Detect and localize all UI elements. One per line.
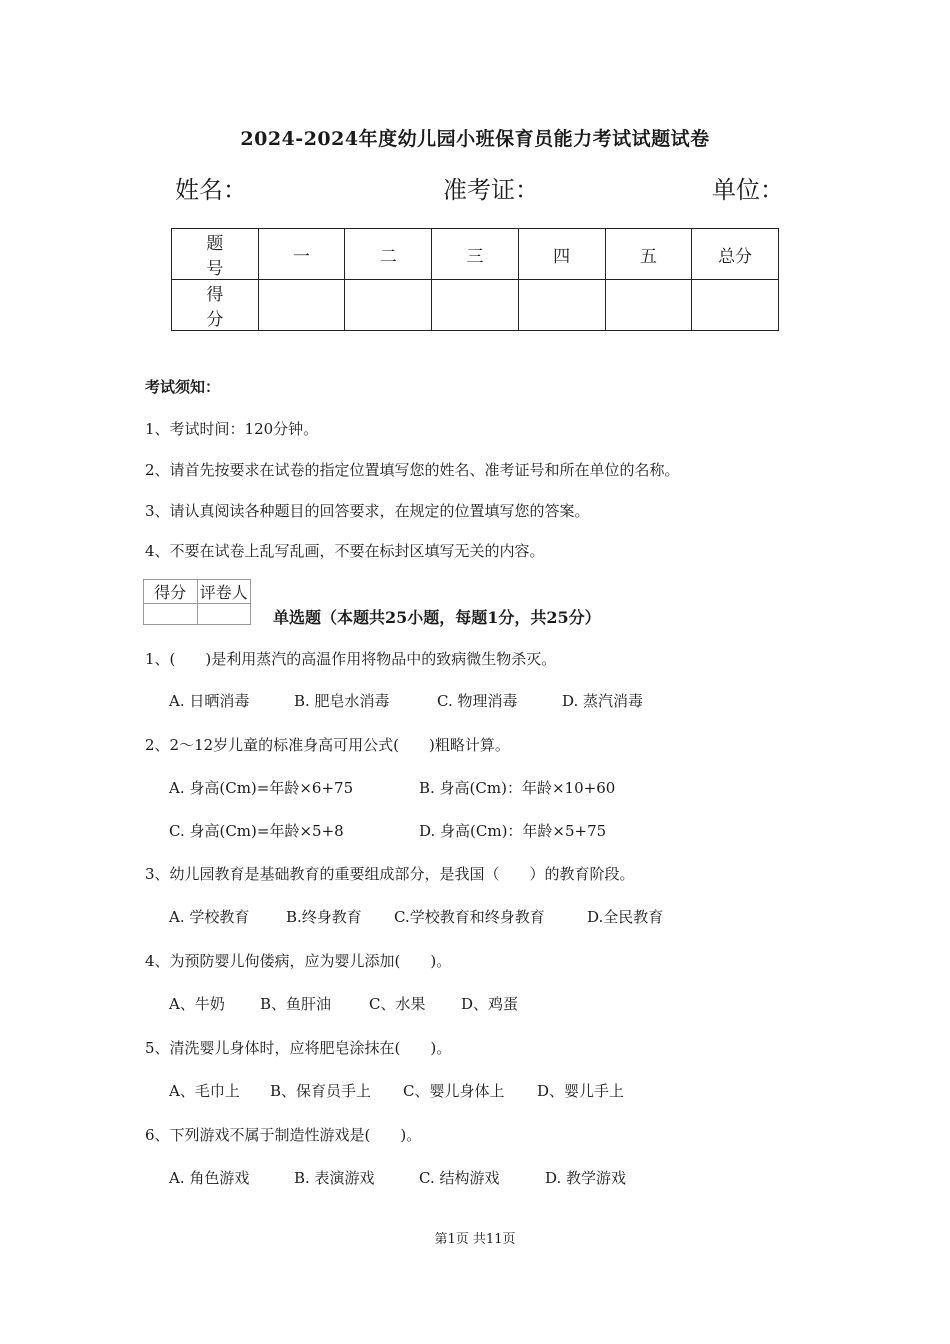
score-cell[interactable]: [432, 280, 519, 331]
question-option: B. 表演游戏: [294, 1169, 375, 1187]
question-option: D、婴儿手上: [537, 1082, 625, 1100]
question-option: A. 身高(Cm)=年龄×6+75: [169, 779, 354, 797]
score-table-header-label: 题 号: [172, 229, 259, 280]
section-title: 单选题（本题共25小题，每题1分，共25分）: [273, 608, 601, 627]
question-option: B、鱼肝油: [260, 995, 332, 1013]
question-option: D. 身高(Cm)：年龄×5+75: [419, 822, 607, 840]
question-option: D. 教学游戏: [545, 1169, 627, 1187]
score-cell[interactable]: [605, 280, 692, 331]
question-stem: 2、2～12岁儿童的标准身高可用公式( )粗略计算。: [145, 736, 510, 754]
notice-item: 2、请首先按要求在试卷的指定位置填写您的姓名、准考证号和所在单位的名称。: [145, 461, 680, 479]
score-table-score-label: 得 分: [172, 280, 259, 331]
grader-box-grader-cell[interactable]: [197, 604, 251, 625]
notice-item: 3、请认真阅读各种题目的回答要求，在规定的位置填写您的答案。: [145, 502, 590, 520]
question-option: B. 身高(Cm)：年龄×10+60: [419, 779, 616, 797]
score-table-header-cell: 四: [518, 229, 605, 280]
question-option: C. 结构游戏: [419, 1169, 500, 1187]
question-stem: 5、清洗婴儿身体时，应将肥皂涂抹在( )。: [145, 1039, 452, 1057]
question-option: A. 日晒消毒: [169, 692, 250, 710]
score-table-header-cell: 总分: [692, 229, 779, 280]
exam-title: 2024-2024年度幼儿园小班保育员能力考试试题试卷: [240, 128, 710, 150]
score-table-header-cell: 一: [258, 229, 345, 280]
question-option: C、婴儿身体上: [403, 1082, 505, 1100]
grader-box: [143, 579, 251, 625]
grader-box-score-label: 得分: [144, 580, 198, 604]
score-table-header-row: [172, 229, 779, 280]
question-option: D、鸡蛋: [461, 995, 519, 1013]
notice-title: 考试须知：: [145, 378, 221, 396]
question-option: C. 身高(Cm)=年龄×5+8: [169, 822, 344, 840]
question-option: B、保育员手上: [270, 1082, 372, 1100]
question-stem: 6、下列游戏不属于制造性游戏是( )。: [145, 1126, 422, 1144]
question-option: A、牛奶: [169, 995, 225, 1013]
score-cell[interactable]: [258, 280, 345, 331]
question-option: A、毛巾上: [169, 1082, 240, 1100]
grader-box-grader-label: 评卷人: [197, 580, 251, 604]
question-option: D. 蒸汽消毒: [562, 692, 644, 710]
question-option: C. 物理消毒: [437, 692, 518, 710]
question-option: D.全民教育: [587, 908, 664, 926]
question-option: C.学校教育和终身教育: [394, 908, 545, 926]
score-cell[interactable]: [345, 280, 432, 331]
question-option: B. 肥皂水消毒: [294, 692, 390, 710]
question-stem: 1、( )是利用蒸汽的高温作用将物品中的致病微生物杀灭。: [145, 650, 557, 668]
question-option: B.终身教育: [286, 908, 362, 926]
score-table-score-row: [172, 280, 779, 331]
notice-item: 4、不要在试卷上乱写乱画，不要在标封区填写无关的内容。: [145, 542, 545, 560]
score-cell[interactable]: [692, 280, 779, 331]
score-table-header-cell: 五: [605, 229, 692, 280]
question-option: A. 学校教育: [169, 908, 250, 926]
question-option: A. 角色游戏: [169, 1169, 250, 1187]
question-option: C、水果: [369, 995, 426, 1013]
name-label: 姓名：: [175, 176, 247, 204]
question-stem: 4、为预防婴儿佝偻病，应为婴儿添加( )。: [145, 952, 452, 970]
page-footer: 第1页 共11页: [434, 1232, 516, 1247]
notice-item: 1、考试时间：120分钟。: [145, 420, 319, 438]
score-table: [171, 228, 779, 331]
score-cell[interactable]: [518, 280, 605, 331]
score-table-header-cell: 三: [432, 229, 519, 280]
grader-box-score-cell[interactable]: [144, 604, 198, 625]
question-stem: 3、幼儿园教育是基础教育的重要组成部分，是我国（ ）的教育阶段。: [145, 865, 635, 883]
score-table-header-cell: 二: [345, 229, 432, 280]
unit-label: 单位：: [712, 176, 784, 204]
ticket-number-label: 准考证：: [443, 176, 539, 204]
